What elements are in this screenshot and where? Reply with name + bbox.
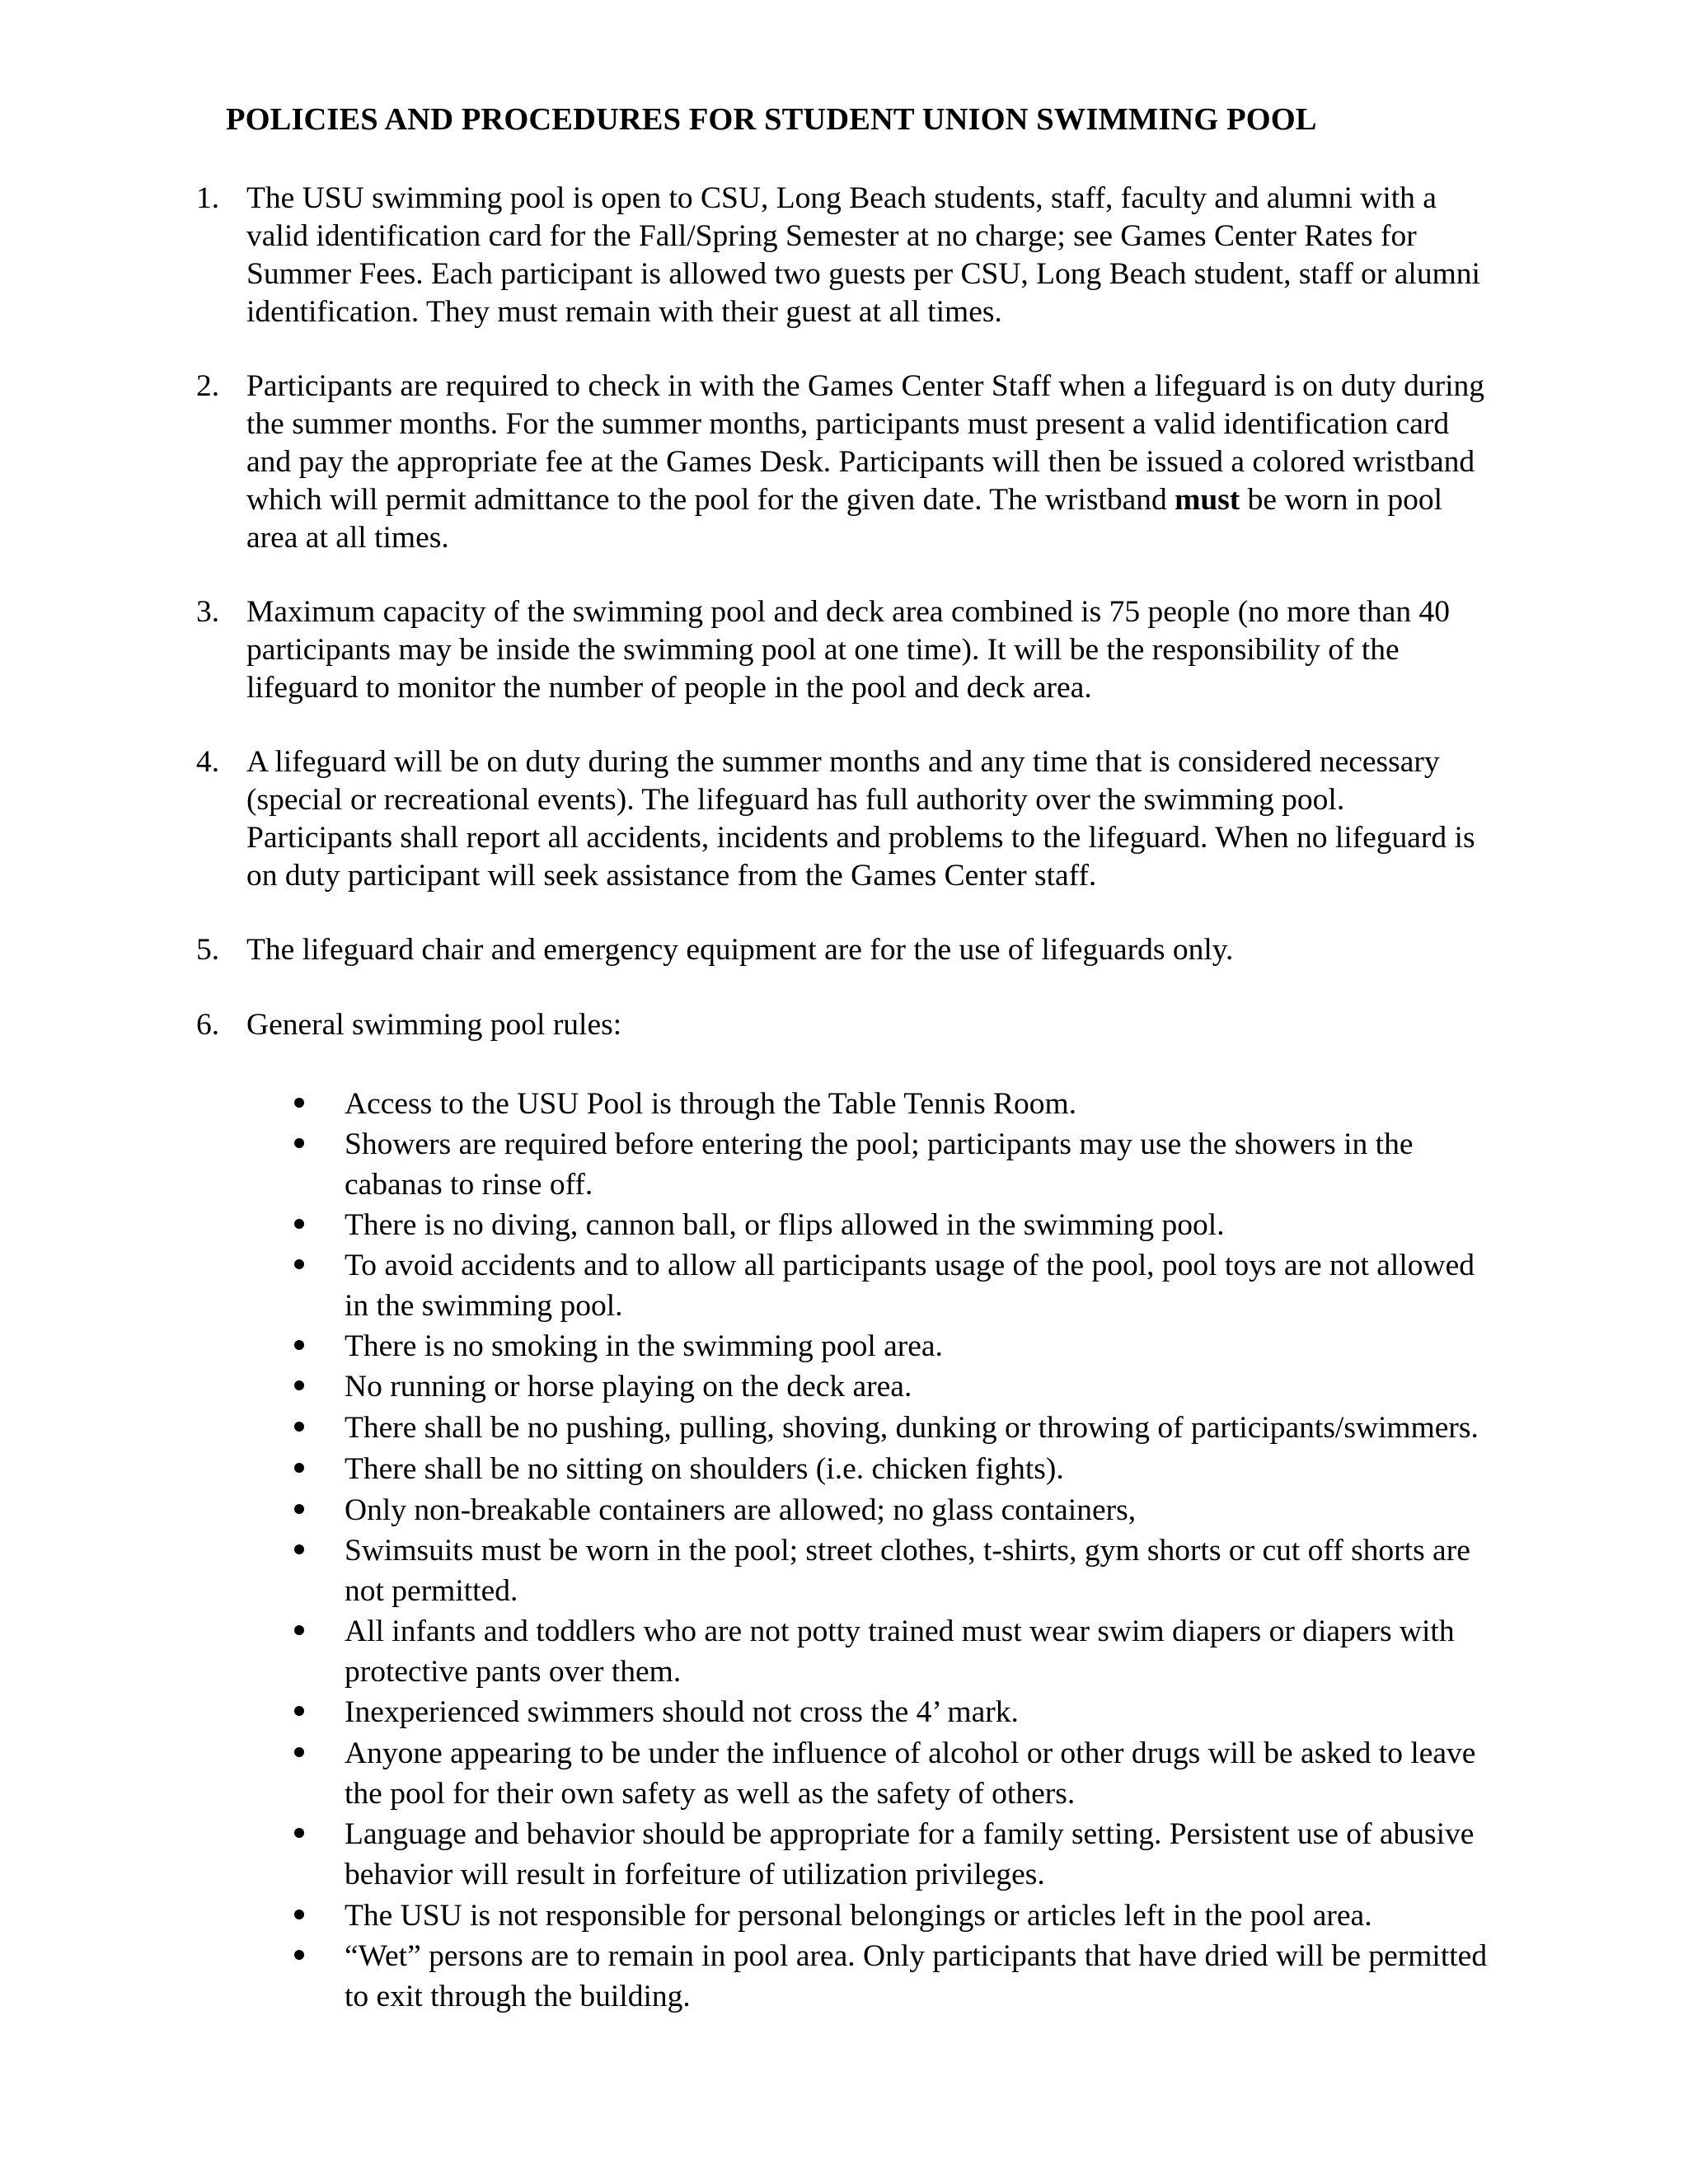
policy-line: the summer months. For the summer months, participants must present a valid identification card: [246, 407, 1450, 441]
policy-text: [246, 368, 1484, 557]
rule-line: protective pants over them.: [345, 1655, 682, 1689]
policy-number: 6.: [196, 1008, 220, 1042]
rule-line: not permitted.: [345, 1574, 518, 1608]
rule-line: “Wet” persons are to remain in pool area. Only participants that have dried will be permitted: [345, 1939, 1488, 1973]
rule-text: [345, 1936, 1487, 2017]
rule-line: the pool for their own safety as well as the safety of others.: [345, 1777, 1076, 1811]
policy-line: General swimming pool rules:: [246, 1008, 622, 1042]
bullet-icon: [294, 1463, 304, 1473]
policy-number: 1.: [196, 181, 220, 215]
policy-line: on duty participant will seek assistance from the Games Center staff.: [246, 859, 1097, 893]
rule-line: Inexperienced swimmers should not cross the 4’ mark.: [345, 1695, 1019, 1729]
policy-line: A lifeguard will be on duty during the summer months and any time that is considered necessary: [246, 745, 1440, 779]
rule-line: to exit through the building.: [345, 1980, 691, 2013]
rule-text: [345, 1530, 1470, 1611]
policy-line: Participants are required to check in with the Games Center Staff when a lifeguard is on duty during: [246, 369, 1484, 403]
policy-line: (special or recreational events). The lifeguard has full authority over the swimming pool.: [246, 783, 1345, 817]
bullet-icon: [294, 1950, 304, 1960]
rule-line: Language and behavior should be appropriate for a family setting. Persistent use of abusive: [345, 1817, 1475, 1851]
bullet-icon: [294, 1910, 304, 1919]
policy-number: 5.: [196, 933, 220, 967]
emphasis-must: must: [1175, 483, 1240, 517]
policy-text: [246, 931, 1233, 969]
bullet-icon: [294, 1422, 304, 1432]
bullet-icon: [294, 1625, 304, 1635]
rule-text: [345, 1124, 1413, 1205]
rule-line: There is no diving, cannon ball, or flips allowed in the swimming pool.: [345, 1208, 1225, 1242]
bullet-icon: [294, 1259, 304, 1269]
document-title: POLICIES AND PROCEDURES FOR STUDENT UNION SWIMMING POOL: [226, 102, 1317, 137]
rule-text: [345, 1408, 1479, 1448]
bullet-icon: [294, 1706, 304, 1716]
rule-text: [345, 1490, 1136, 1530]
rule-line: Access to the USU Pool is through the Table Tennis Room.: [345, 1087, 1077, 1121]
policy-line: and pay the appropriate fee at the Games Desk. Participants will then be issued a colored wristband: [246, 445, 1475, 479]
rule-line: Showers are required before entering the pool; participants may use the showers in the: [345, 1127, 1414, 1161]
rule-line: To avoid accidents and to allow all participants usage of the pool, pool toys are not allowed: [345, 1249, 1475, 1282]
bullet-icon: [294, 1504, 304, 1514]
rule-line: cabanas to rinse off.: [345, 1168, 593, 1202]
policy-number: 3.: [196, 595, 220, 629]
policy-text: [246, 593, 1450, 707]
policy-line: participants may be inside the swimming pool at one time). It will be the responsibility of the: [246, 633, 1400, 667]
rule-line: The USU is not responsible for personal belongings or articles left in the pool area.: [345, 1899, 1372, 1933]
policy-line: lifeguard to monitor the number of people in the pool and deck area.: [246, 671, 1092, 705]
rule-line: There is no smoking in the swimming pool area.: [345, 1329, 943, 1363]
rule-text: [345, 1692, 1019, 1732]
text-segment: be worn in pool: [1240, 483, 1443, 517]
bullet-icon: [294, 1747, 304, 1757]
rule-line: There shall be no sitting on shoulders (i.e. chicken fights).: [345, 1452, 1064, 1486]
rule-line: Only non-breakable containers are allowed; no glass containers,: [345, 1493, 1137, 1527]
policy-line: valid identification card for the Fall/Spring Semester at no charge; see Games Center Rates for: [246, 219, 1417, 253]
bullet-icon: [294, 1380, 304, 1390]
rule-line: Swimsuits must be worn in the pool; street clothes, t-shirts, gym shorts or cut off shorts are: [345, 1534, 1470, 1568]
rule-line: Anyone appearing to be under the influence of alcohol or other drugs will be asked to leave: [345, 1736, 1476, 1770]
rule-text: [345, 1084, 1076, 1124]
policy-line: area at all times.: [246, 521, 449, 555]
bullet-icon: [294, 1340, 304, 1350]
rule-text: [345, 1611, 1455, 1692]
policy-text: [246, 743, 1475, 895]
bullet-icon: [294, 1138, 304, 1148]
rule-text: [345, 1449, 1064, 1489]
rule-line: in the swimming pool.: [345, 1289, 623, 1323]
bullet-icon: [294, 1098, 304, 1108]
rule-text: [345, 1205, 1225, 1245]
rule-text: [345, 1366, 912, 1407]
rule-text: [345, 1245, 1475, 1326]
bullet-icon: [294, 1544, 304, 1554]
text-segment: which will permit admittance to the pool for the given date. The wristband: [246, 483, 1175, 517]
rule-line: All infants and toddlers who are not potty trained must wear swim diapers or diapers with: [345, 1615, 1455, 1648]
rule-text: [345, 1326, 943, 1366]
policy-text: [246, 180, 1480, 331]
policy-line: The USU swimming pool is open to CSU, Long Beach students, staff, faculty and alumni with a: [246, 181, 1437, 215]
policy-line: The lifeguard chair and emergency equipment are for the use of lifeguards only.: [246, 933, 1234, 967]
rule-line: behavior will result in forfeiture of utilization privileges.: [345, 1858, 1045, 1891]
policy-line: Maximum capacity of the swimming pool and deck area combined is 75 people (no more than 40: [246, 595, 1451, 629]
policy-number: 4.: [196, 745, 220, 779]
policy-line: Participants shall report all accidents, incidents and problems to the lifeguard. When no lifeguard is: [246, 821, 1475, 855]
policy-text: [246, 1006, 621, 1044]
rule-line: No running or horse playing on the deck area.: [345, 1370, 912, 1404]
policy-line: Summer Fees. Each participant is allowed two guests per CSU, Long Beach student, staff or alumni: [246, 257, 1480, 291]
policy-line: identification. They must remain with their guest at all times.: [246, 295, 1002, 329]
rule-line: There shall be no pushing, pulling, shoving, dunking or throwing of participants/swimmers.: [345, 1411, 1479, 1445]
rule-text: [345, 1733, 1475, 1814]
rule-text: [345, 1896, 1372, 1936]
policy-number: 2.: [196, 369, 220, 403]
policy-line-with-emphasis: [246, 481, 1484, 519]
bullet-icon: [294, 1219, 304, 1229]
bullet-icon: [294, 1828, 304, 1838]
rule-text: [345, 1814, 1474, 1895]
